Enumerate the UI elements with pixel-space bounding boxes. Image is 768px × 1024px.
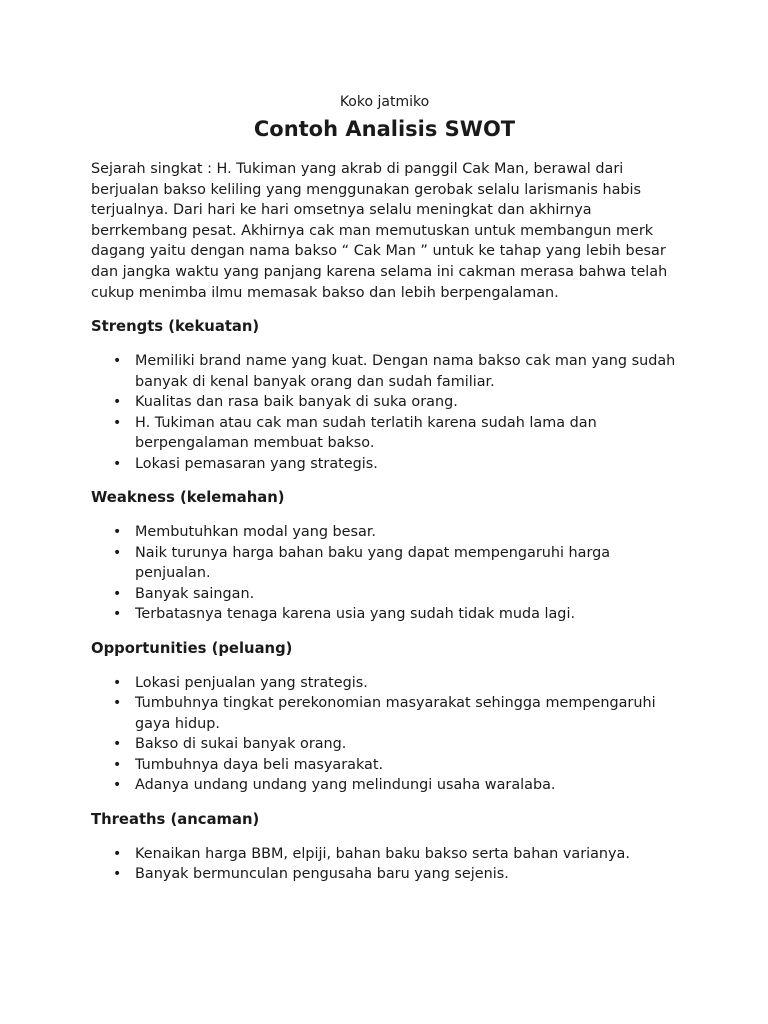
document-title: Contoh Analisis SWOT <box>253 117 516 141</box>
list-item <box>91 864 678 885</box>
list-item <box>91 522 678 543</box>
list-item <box>91 413 678 454</box>
bullet-icon: • <box>113 394 122 411</box>
author-name: Koko jatmiko <box>339 94 430 110</box>
list-item-text: H. Tukiman atau cak man sudah terlatih karena sudah lama dan berpengalaman membuat bakso. <box>135 414 597 452</box>
list-item <box>91 454 678 475</box>
list-item <box>91 673 678 694</box>
section-heading-weakness: Weakness (kelemahan) <box>91 489 285 507</box>
bullet-icon: • <box>113 353 122 370</box>
bullet-icon: • <box>113 606 122 623</box>
bullet-icon: • <box>113 736 122 753</box>
opportunities-list <box>91 673 678 796</box>
list-item-text: Memiliki brand name yang kuat. Dengan nama bakso cak man yang sudah banyak di kenal banyak orang dan sudah familiar. <box>135 353 676 390</box>
bullet-icon: • <box>113 695 122 712</box>
list-item-text: Kenaikan harga BBM, elpiji, bahan baku bakso serta bahan varianya. <box>135 845 630 862</box>
list-item <box>91 755 678 776</box>
section-heading-opportunities: Opportunities (peluang) <box>91 639 293 657</box>
list-item <box>91 734 678 755</box>
list-item <box>91 392 678 413</box>
list-item-text: Bakso di sukai banyak orang. <box>135 736 347 753</box>
list-item <box>91 844 678 865</box>
section-heading-strengths: Strengts (kekuatan) <box>91 318 260 336</box>
bullet-icon: • <box>113 524 122 541</box>
list-item-text: Terbatasnya tenaga karena usia yang sudah tidak muda lagi. <box>135 606 576 623</box>
list-item-text: Banyak saingan. <box>135 585 255 602</box>
bullet-icon: • <box>113 674 122 691</box>
list-item-text: Membutuhkan modal yang besar. <box>135 524 377 541</box>
list-item-text: Banyak bermunculan pengusaha baru yang sejenis. <box>135 866 509 883</box>
list-item <box>91 351 678 392</box>
list-item-text: Lokasi penjualan yang strategis. <box>135 674 368 691</box>
list-item <box>91 775 678 796</box>
list-item <box>91 693 678 734</box>
list-item-text: Tumbuhnya daya beli masyarakat. <box>135 756 384 773</box>
bullet-icon: • <box>113 845 122 862</box>
strengths-list <box>91 351 678 474</box>
history-paragraph: Sejarah singkat : H. Tukiman yang akrab di panggil Cak Man, berawal dari berjualan bakso keliling yang menggunakan gerobak selalu larismanis habis terjualnya. Dari hari ke hari omsetnya selalu meningkat dan akhirnya berrkembang pesat. Akhirnya cak man memutuskan untuk membangun merk dagang yaitu dengan nama bakso “ Cak Man ” untuk ke tahap yang lebih besar dan jangka waktu yang panjang karena selama ini cakman merasa bahwa telah cukup menimba ilmu memasak bakso dan lebih berpengalaman. <box>91 161 668 301</box>
bullet-icon: • <box>113 544 122 561</box>
threats-list <box>91 844 678 885</box>
bullet-icon: • <box>113 585 122 602</box>
section-heading-threats: Threaths (ancaman) <box>91 810 260 828</box>
list-item-text: Tumbuhnya tingkat perekonomian masyarakat sehingga mempengaruhi gaya hidup. <box>135 695 656 732</box>
list-item <box>91 604 678 625</box>
list-item <box>91 584 678 605</box>
list-item-text: Kualitas dan rasa baik banyak di suka orang. <box>135 394 458 411</box>
bullet-icon: • <box>113 414 122 431</box>
bullet-icon: • <box>113 777 122 794</box>
bullet-icon: • <box>113 756 122 773</box>
list-item-text: Adanya undang undang yang melindungi usaha waralaba. <box>135 777 556 794</box>
list-item <box>91 543 678 584</box>
list-item-text: Lokasi pemasaran yang strategis. <box>135 455 378 472</box>
bullet-icon: • <box>113 866 122 883</box>
bullet-icon: • <box>113 455 122 472</box>
weakness-list <box>91 522 678 625</box>
list-item-text: Naik turunya harga bahan baku yang dapat mempengaruhi harga penjualan. <box>135 544 611 582</box>
